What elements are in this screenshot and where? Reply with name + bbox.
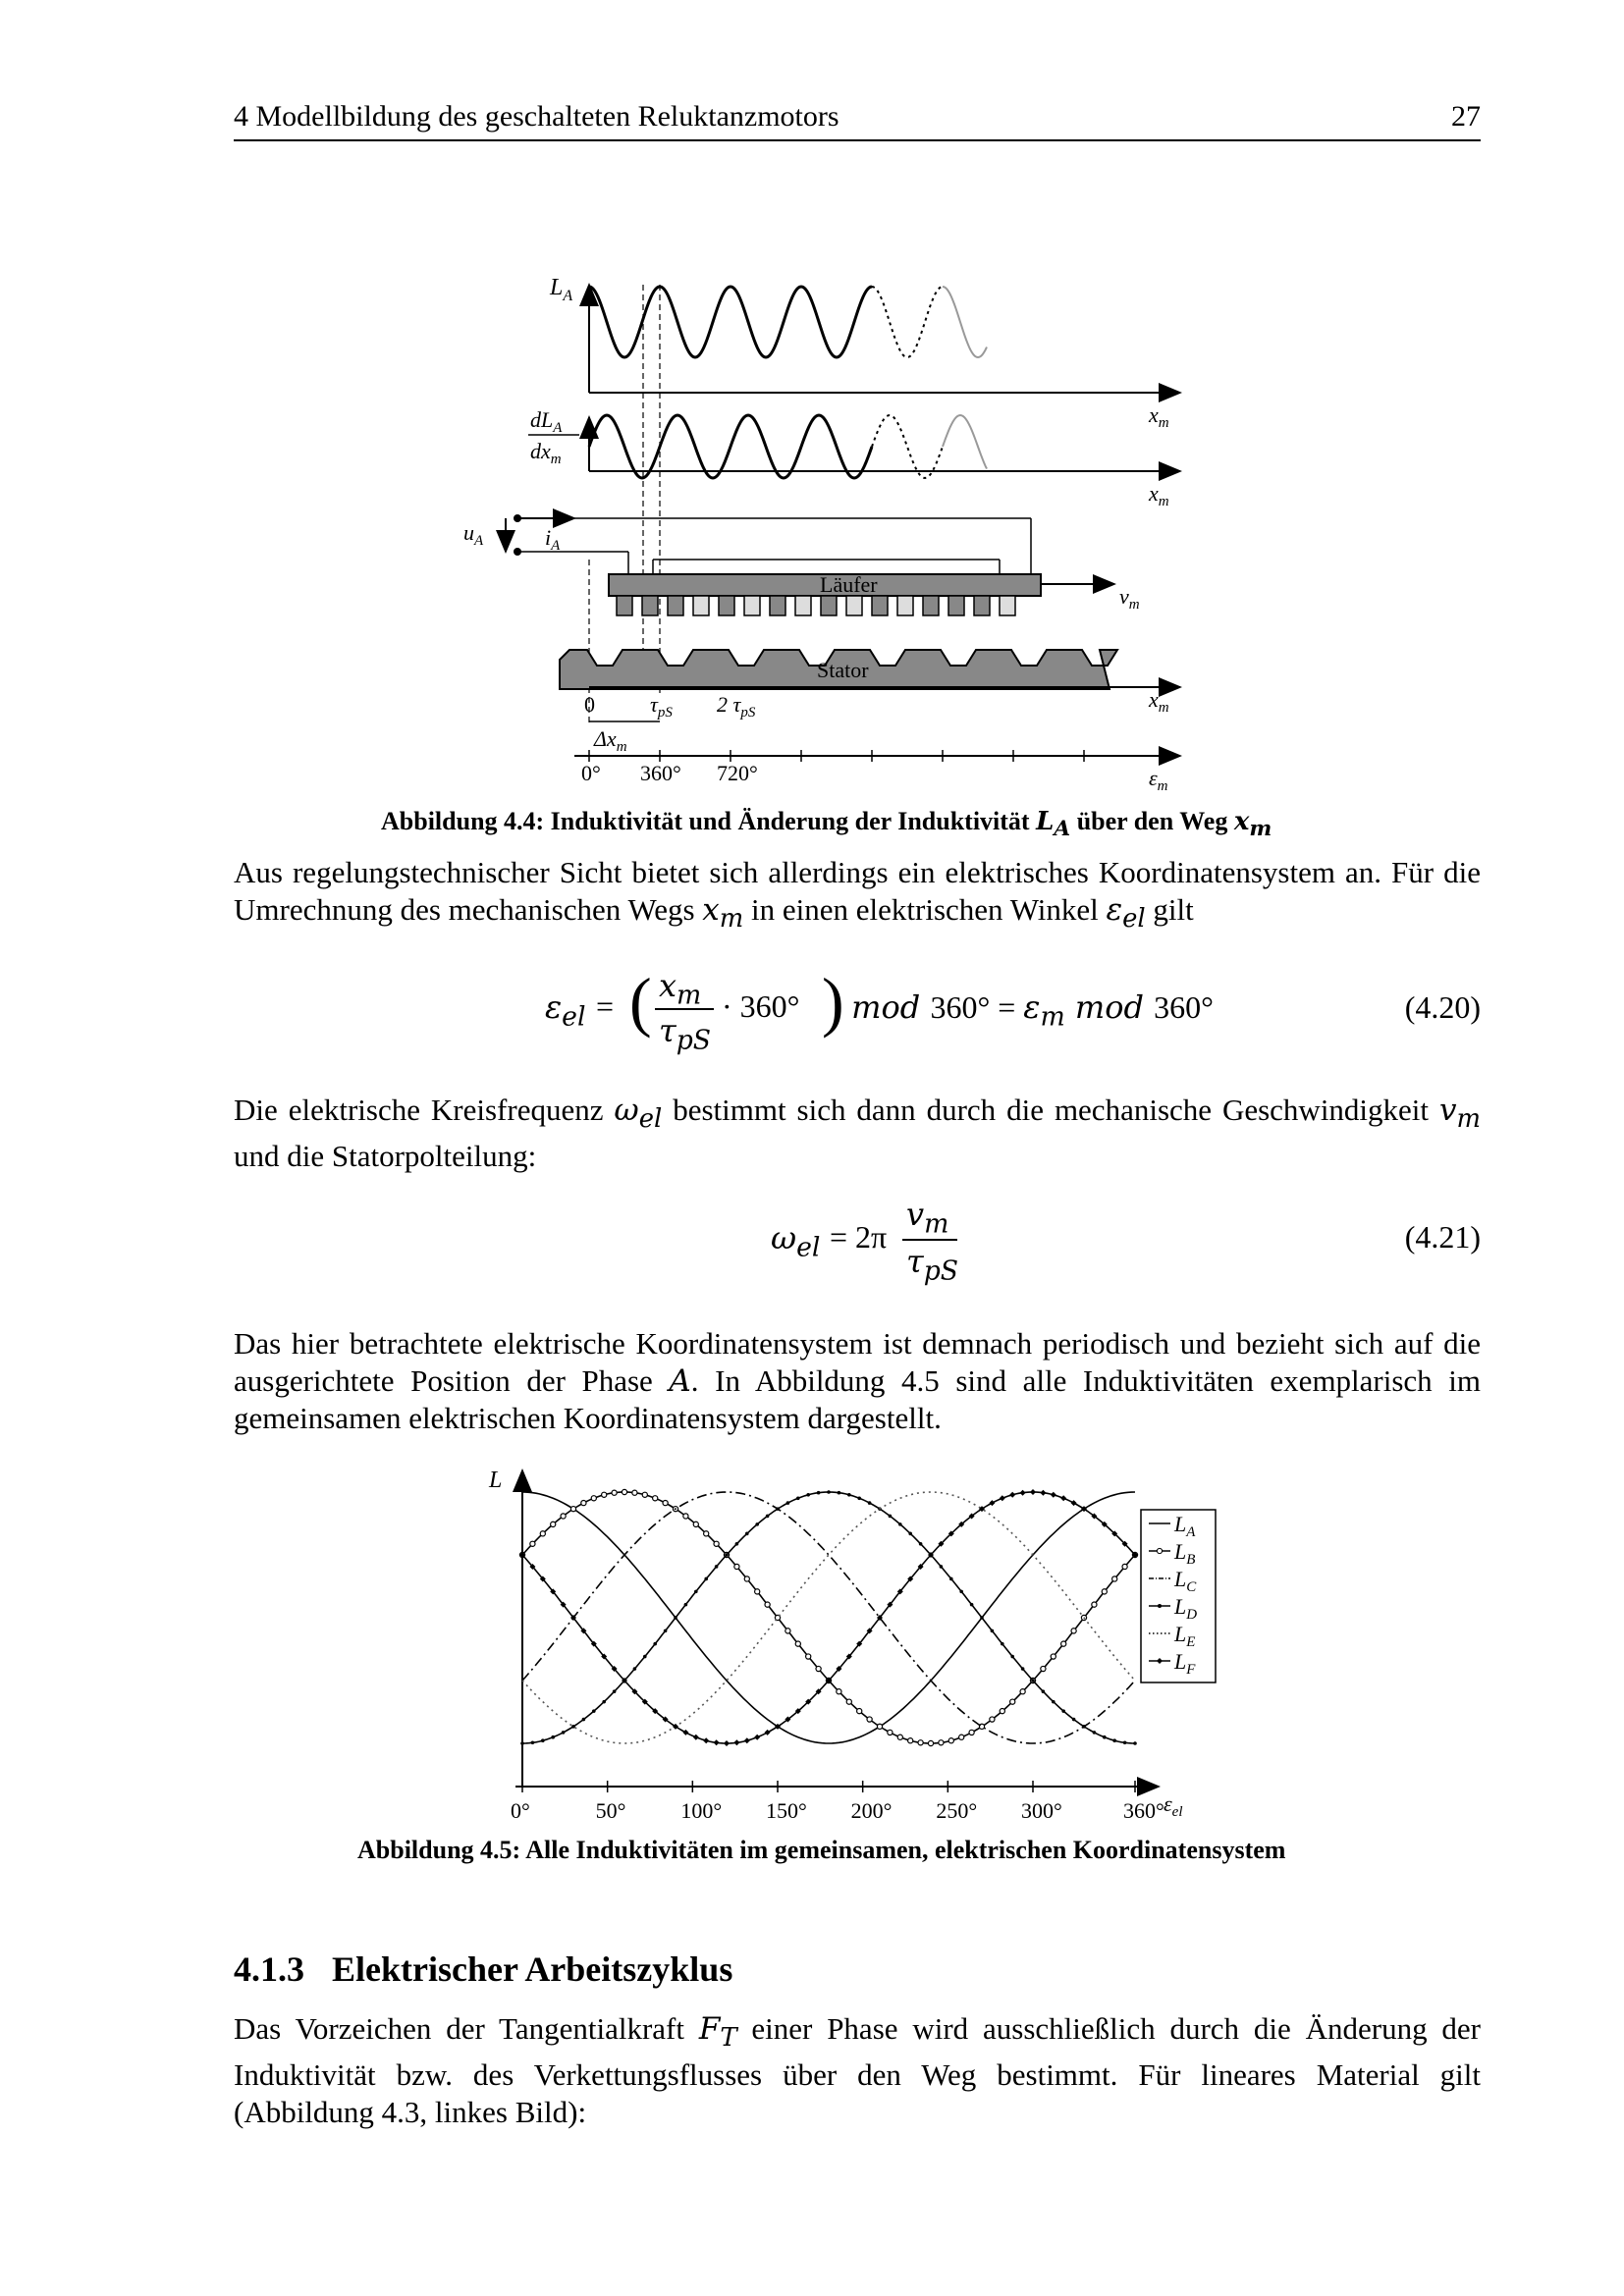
- svg-text:LB: $L_B$: [1174, 1539, 1196, 1568]
- x-tick-label: 300°: [1021, 1798, 1062, 1823]
- dla-curve: [589, 415, 872, 478]
- svg-text:LE: $L_E$: [1174, 1622, 1196, 1650]
- chapter-title: 4 Modellbildung des geschalteten Reluktanzmotors: [234, 100, 839, 133]
- xm-label-2: $x_m$: [1149, 481, 1169, 509]
- xm-label-3: $x_m$: [1149, 687, 1169, 716]
- x-tick-label: 200°: [850, 1798, 893, 1823]
- page-number: 27: [1451, 100, 1481, 133]
- la-curve-gray: [943, 287, 987, 357]
- la-curve: [589, 287, 872, 357]
- series-l-e: [522, 1492, 1135, 1743]
- laeufer-label: Läufer: [820, 572, 878, 597]
- section-title: Elektrischer Arbeitszyklus: [332, 1949, 733, 1989]
- figure-4-5-caption: Abbildung 4.5: Alle Induktivitäten im gemeinsamen, elektrischen Koordinatensystem: [357, 1836, 1286, 1864]
- legend: [1141, 1510, 1216, 1682]
- la-axis-label: $L_A$: [550, 275, 573, 304]
- xm-label-1: $x_m$: [1149, 402, 1169, 431]
- tick-tau: $\tau_{pS}$: [650, 692, 673, 721]
- x-tick-label: 150°: [766, 1798, 807, 1823]
- figure-4-4-caption: Abbildung 4.4: Induktivität und Änderung der Induktivität $L_A$ über den Weg $x_m$: [381, 807, 1272, 842]
- la-curve-dotted: [872, 287, 943, 357]
- x-tick-label: 50°: [595, 1798, 626, 1823]
- ia-label: $i_A$: [545, 525, 561, 554]
- l-axis-label: L: [489, 1468, 503, 1493]
- equation-number-4-20: (4.20): [1404, 989, 1481, 1025]
- e-el-label: $\varepsilon_{el}$: [1164, 1791, 1183, 1820]
- figure-4-4: [432, 265, 1218, 795]
- paragraph-4: Das Vorzeichen der Tangentialkraft $F_T$ einer Phase wird ausschließlich durch die Änderung der Induktivität bzw. des Verkettungsflusses über den Weg bestimmt. Für lineares Material gilt (Abbildung 4.3, linkes Bild):: [234, 2011, 1481, 2130]
- dla-num-label: $dL_A$: [530, 407, 563, 436]
- delta-xm-label: $\Delta x_m$: [594, 726, 627, 755]
- section-heading: [234, 1949, 732, 1990]
- tick-zero: 0: [584, 692, 595, 717]
- section-number: 4.1.3: [234, 1949, 304, 1989]
- dla-curve-gray: [943, 415, 987, 469]
- paragraph-3: Das hier betrachtete elektrische Koordinatensystem ist demnach periodisch und bezieht sich auf die ausgerichtete Position der Phase A. In Abbildung 4.5 sind alle Induktivitäten exemplarisch im gemeinsamen elektrischen Koordinatensystem dargestellt.: [234, 1326, 1481, 1435]
- stator-label: Stator: [817, 658, 869, 682]
- series-l-b: [519, 1489, 1137, 1745]
- series-l-d: [520, 1490, 1137, 1745]
- tick-2tau: 2 $\tau_{pS}$: [717, 692, 756, 721]
- ua-label: $u_A$: [463, 520, 484, 549]
- equation-number-4-21: (4.21): [1404, 1219, 1481, 1255]
- equation-4-21: $\omega_{el}$ = 2π $v_m$ $\tau_{pS}$: [771, 1196, 959, 1287]
- dla-den-label: $dx_m$: [530, 439, 562, 467]
- deg-0: 0°: [581, 761, 601, 785]
- svg-text:LD: $L_D$: [1174, 1594, 1198, 1623]
- svg-text:LA: $L_A$: [1174, 1512, 1196, 1540]
- dla-curve-dotted: [872, 415, 943, 478]
- equation-4-20: $\varepsilon_{el}$ = ( $x_m$ $\tau_{pS}$ · 360° ) mod $360^\circ = \varepsilon_m$ mod 360°: [545, 964, 1214, 1056]
- paragraph-2: Die elektrische Kreisfrequenz $\omega_{el}$ bestimmt sich dann durch die mechanische Geschwindigkeit $v_m$ und die Statorpolteilung:: [234, 1093, 1481, 1174]
- svg-text:LC: $L_C$: [1174, 1567, 1197, 1595]
- x-tick-label: 250°: [936, 1798, 978, 1823]
- svg-text:LF: $L_F$: [1174, 1649, 1196, 1678]
- x-tick-label: 360°: [1123, 1798, 1164, 1823]
- deg-360: 360°: [640, 761, 681, 785]
- series-l-c: [522, 1492, 1135, 1743]
- em-label: $\varepsilon_m$: [1149, 766, 1168, 794]
- series-l-f: [519, 1489, 1138, 1746]
- figure-4-5: [471, 1453, 1237, 1826]
- series-l-a: [522, 1492, 1135, 1743]
- x-tick-label: 0°: [511, 1798, 530, 1823]
- page-header: [234, 96, 1481, 141]
- deg-720: 720°: [717, 761, 758, 785]
- paragraph-1: Aus regelungstechnischer Sicht bietet sich allerdings ein elektrisches Koordinatensystem an. Für die Umrechnung des mechanischen Wegs $x_m$ in einen elektrischen Winkel $\varepsilon_{el}$ gilt: [234, 855, 1481, 934]
- x-tick-label: 100°: [680, 1798, 723, 1823]
- vm-label: $v_m$: [1119, 584, 1140, 613]
